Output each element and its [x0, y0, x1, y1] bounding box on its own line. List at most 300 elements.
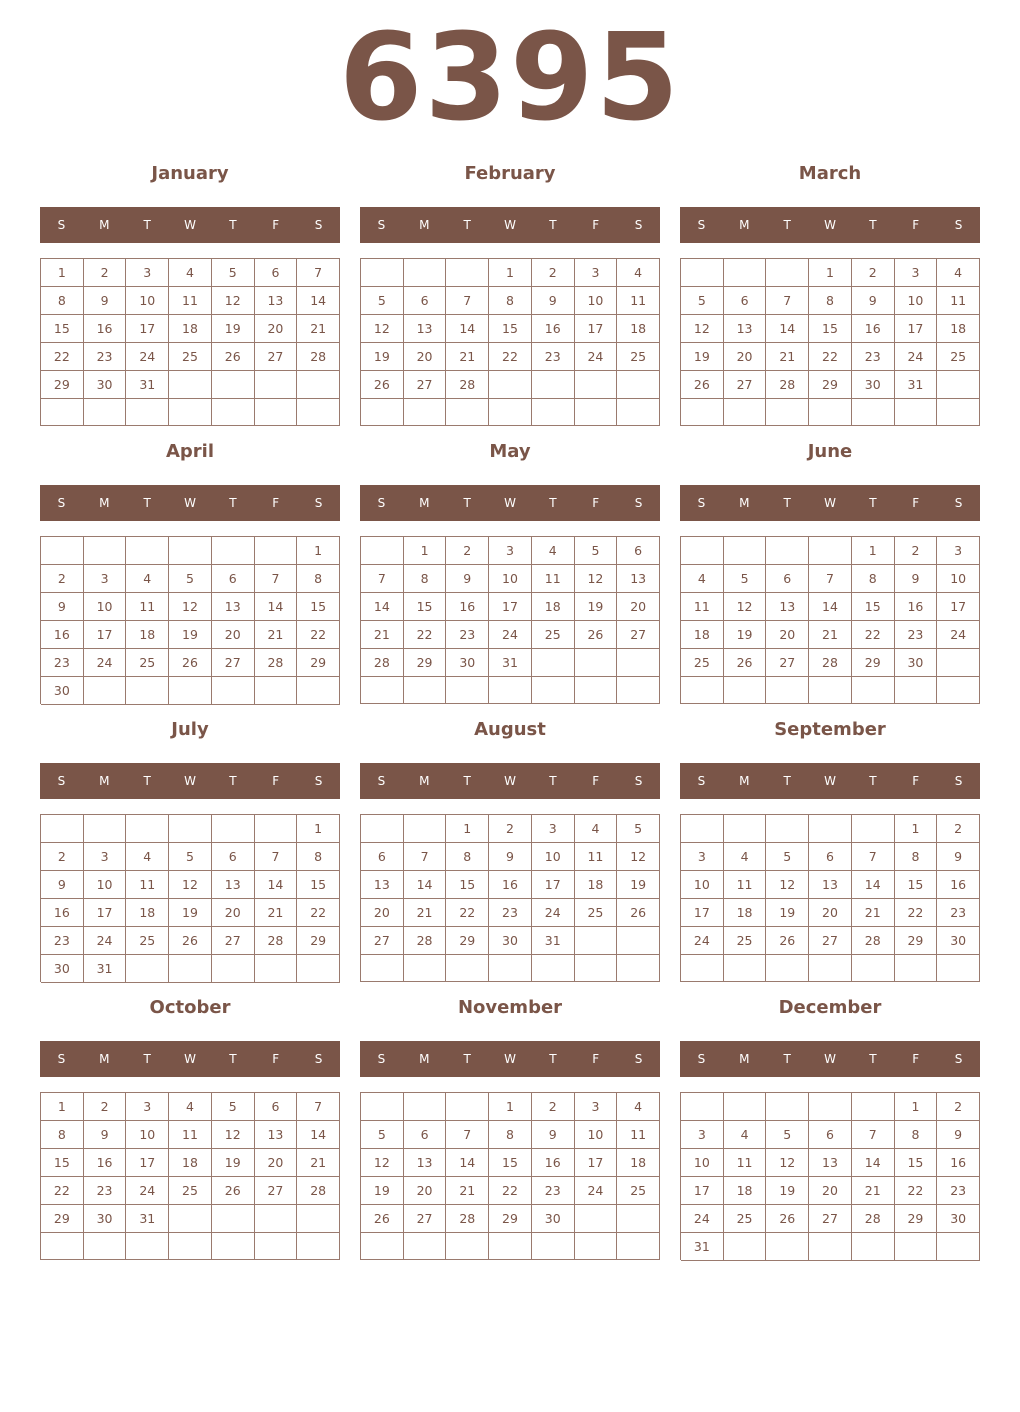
- empty-day-cell: [617, 649, 660, 677]
- day-cell: 27: [255, 1177, 298, 1205]
- empty-day-cell: [852, 955, 895, 982]
- day-cell: 23: [937, 899, 980, 927]
- day-cell: 28: [852, 1205, 895, 1233]
- day-cell: 2: [937, 1093, 980, 1121]
- empty-day-cell: [126, 1233, 169, 1260]
- day-cell: 22: [809, 343, 852, 371]
- weekday-header: [40, 763, 340, 799]
- weekday-header: [680, 763, 980, 799]
- day-cell: 10: [489, 565, 532, 593]
- day-cell: 27: [809, 1205, 852, 1233]
- weekday-label: T: [549, 496, 557, 510]
- day-cell: 2: [532, 259, 575, 287]
- day-cell: 31: [126, 371, 169, 399]
- weekday-label: S: [57, 218, 66, 232]
- empty-day-cell: [489, 1233, 532, 1260]
- day-cell: 12: [681, 315, 724, 343]
- day-cell: 3: [126, 1093, 169, 1121]
- day-cell: 29: [297, 927, 340, 955]
- day-cell: 25: [617, 343, 660, 371]
- weekday-label: F: [592, 218, 600, 232]
- weekday-header: [40, 485, 340, 521]
- day-cell: 14: [404, 871, 447, 899]
- day-cell: 5: [681, 287, 724, 315]
- empty-day-cell: [681, 1093, 724, 1121]
- day-cell: 28: [297, 343, 340, 371]
- day-cell: 25: [126, 927, 169, 955]
- day-cell: 6: [809, 843, 852, 871]
- day-cell: 30: [489, 927, 532, 955]
- weekday-header: [360, 1041, 660, 1077]
- weekday-label: F: [272, 496, 280, 510]
- day-cell: 16: [84, 1149, 127, 1177]
- empty-day-cell: [809, 1093, 852, 1121]
- day-cell: 4: [126, 565, 169, 593]
- empty-day-cell: [84, 815, 127, 843]
- day-cell: 11: [681, 593, 724, 621]
- day-cell: 24: [84, 649, 127, 677]
- weekday-label: T: [783, 496, 791, 510]
- weekday-label: T: [549, 218, 557, 232]
- day-cell: 31: [532, 927, 575, 955]
- day-cell: 2: [446, 537, 489, 565]
- day-cell: 28: [446, 371, 489, 399]
- day-cell: 14: [297, 1121, 340, 1149]
- empty-day-cell: [575, 649, 618, 677]
- day-cell: 29: [41, 1205, 84, 1233]
- day-grid: [360, 258, 660, 426]
- weekday-label: S: [377, 496, 386, 510]
- weekday-label: M: [419, 774, 430, 788]
- empty-day-cell: [809, 955, 852, 982]
- day-cell: 13: [724, 315, 767, 343]
- empty-day-cell: [255, 677, 298, 705]
- day-cell: 17: [895, 315, 938, 343]
- day-cell: 2: [852, 259, 895, 287]
- weekday-label: T: [463, 218, 471, 232]
- weekday-label: T: [463, 496, 471, 510]
- weekday-label: T: [783, 774, 791, 788]
- day-cell: 9: [532, 1121, 575, 1149]
- weekday-label: S: [697, 496, 706, 510]
- day-grid: [360, 814, 660, 982]
- day-cell: 4: [937, 259, 980, 287]
- day-cell: 24: [895, 343, 938, 371]
- empty-day-cell: [297, 399, 340, 426]
- empty-day-cell: [895, 677, 938, 704]
- day-cell: 25: [681, 649, 724, 677]
- day-cell: 15: [489, 315, 532, 343]
- day-cell: 16: [937, 1149, 980, 1177]
- weekday-label: T: [869, 218, 877, 232]
- empty-day-cell: [404, 1093, 447, 1121]
- weekday-label: M: [99, 1052, 110, 1066]
- weekday-label: T: [783, 218, 791, 232]
- weekday-label: F: [592, 1052, 600, 1066]
- day-cell: 25: [724, 927, 767, 955]
- day-cell: 11: [617, 1121, 660, 1149]
- day-cell: 14: [809, 593, 852, 621]
- day-cell: 13: [255, 287, 298, 315]
- empty-day-cell: [126, 537, 169, 565]
- day-cell: 24: [84, 927, 127, 955]
- weekday-label: M: [739, 496, 750, 510]
- empty-day-cell: [766, 955, 809, 982]
- day-grid: [680, 814, 980, 982]
- day-cell: 4: [169, 259, 212, 287]
- day-cell: 19: [766, 1177, 809, 1205]
- day-cell: 14: [446, 1149, 489, 1177]
- day-cell: 15: [41, 315, 84, 343]
- day-cell: 16: [489, 871, 532, 899]
- day-cell: 21: [255, 899, 298, 927]
- weekday-label: F: [592, 496, 600, 510]
- day-cell: 5: [169, 565, 212, 593]
- day-cell: 27: [404, 1205, 447, 1233]
- day-cell: 10: [681, 1149, 724, 1177]
- day-cell: 24: [126, 1177, 169, 1205]
- empty-day-cell: [617, 677, 660, 704]
- day-cell: 12: [617, 843, 660, 871]
- month-name: August: [474, 719, 546, 740]
- weekday-label: S: [314, 774, 323, 788]
- month-name: April: [165, 441, 215, 462]
- day-cell: 8: [489, 1121, 532, 1149]
- day-cell: 22: [41, 1177, 84, 1205]
- day-cell: 13: [255, 1121, 298, 1149]
- weekday-header: [360, 763, 660, 799]
- day-cell: 23: [41, 649, 84, 677]
- day-cell: 2: [489, 815, 532, 843]
- weekday-label: F: [912, 1052, 920, 1066]
- day-cell: 7: [446, 287, 489, 315]
- day-cell: 29: [852, 649, 895, 677]
- empty-day-cell: [446, 677, 489, 704]
- empty-day-cell: [489, 399, 532, 426]
- weekday-label: T: [229, 496, 237, 510]
- day-cell: 16: [895, 593, 938, 621]
- day-cell: 17: [489, 593, 532, 621]
- weekday-label: S: [634, 1052, 643, 1066]
- day-cell: 3: [575, 1093, 618, 1121]
- day-cell: 23: [532, 343, 575, 371]
- weekday-label: W: [504, 774, 516, 788]
- day-cell: 17: [126, 315, 169, 343]
- empty-day-cell: [41, 399, 84, 426]
- empty-day-cell: [212, 815, 255, 843]
- day-cell: 9: [532, 287, 575, 315]
- empty-day-cell: [724, 259, 767, 287]
- weekday-label: S: [314, 1052, 323, 1066]
- weekday-label: T: [463, 1052, 471, 1066]
- day-cell: 17: [681, 1177, 724, 1205]
- day-cell: 22: [489, 343, 532, 371]
- day-cell: 13: [809, 871, 852, 899]
- day-cell: 14: [255, 593, 298, 621]
- day-cell: 22: [297, 621, 340, 649]
- weekday-label: T: [229, 774, 237, 788]
- empty-day-cell: [809, 1233, 852, 1261]
- empty-day-cell: [532, 399, 575, 426]
- day-cell: 23: [84, 343, 127, 371]
- day-cell: 16: [852, 315, 895, 343]
- day-cell: 4: [126, 843, 169, 871]
- day-cell: 6: [255, 259, 298, 287]
- empty-day-cell: [126, 955, 169, 983]
- day-cell: 19: [766, 899, 809, 927]
- empty-day-cell: [617, 955, 660, 982]
- day-cell: 28: [255, 649, 298, 677]
- day-cell: 24: [937, 621, 980, 649]
- empty-day-cell: [489, 677, 532, 704]
- day-cell: 20: [404, 1177, 447, 1205]
- day-cell: 5: [766, 843, 809, 871]
- day-cell: 4: [532, 537, 575, 565]
- day-cell: 26: [169, 649, 212, 677]
- month-august: [360, 718, 660, 982]
- empty-day-cell: [446, 955, 489, 982]
- day-cell: 9: [937, 1121, 980, 1149]
- day-cell: 21: [446, 1177, 489, 1205]
- day-cell: 3: [532, 815, 575, 843]
- empty-day-cell: [297, 955, 340, 983]
- day-cell: 7: [255, 565, 298, 593]
- day-cell: 2: [84, 259, 127, 287]
- day-cell: 7: [404, 843, 447, 871]
- day-cell: 8: [404, 565, 447, 593]
- day-cell: 17: [126, 1149, 169, 1177]
- empty-day-cell: [212, 371, 255, 399]
- weekday-label: S: [634, 774, 643, 788]
- weekday-label: M: [419, 496, 430, 510]
- day-grid: [360, 536, 660, 704]
- weekday-header: [680, 1041, 980, 1077]
- empty-day-cell: [255, 1205, 298, 1233]
- day-cell: 21: [852, 1177, 895, 1205]
- empty-day-cell: [681, 259, 724, 287]
- empty-day-cell: [361, 1093, 404, 1121]
- weekday-label: W: [184, 218, 196, 232]
- day-cell: 26: [361, 371, 404, 399]
- day-cell: 19: [361, 1177, 404, 1205]
- empty-day-cell: [532, 677, 575, 704]
- weekday-header: [680, 207, 980, 243]
- empty-day-cell: [852, 399, 895, 426]
- month-september: [680, 718, 980, 982]
- day-cell: 22: [404, 621, 447, 649]
- day-cell: 12: [212, 287, 255, 315]
- month-name: December: [778, 997, 882, 1018]
- day-cell: 2: [937, 815, 980, 843]
- empty-day-cell: [361, 677, 404, 704]
- month-name: January: [151, 163, 229, 184]
- day-cell: 1: [895, 815, 938, 843]
- day-grid: [40, 814, 340, 982]
- empty-day-cell: [766, 537, 809, 565]
- day-cell: 23: [84, 1177, 127, 1205]
- day-cell: 8: [41, 1121, 84, 1149]
- empty-day-cell: [41, 815, 84, 843]
- empty-day-cell: [937, 1233, 980, 1261]
- weekday-label: S: [954, 774, 963, 788]
- day-cell: 4: [681, 565, 724, 593]
- empty-day-cell: [297, 1205, 340, 1233]
- day-grid: [40, 1092, 340, 1260]
- month-name: June: [807, 441, 853, 462]
- empty-day-cell: [617, 371, 660, 399]
- weekday-label: W: [504, 218, 516, 232]
- empty-day-cell: [361, 815, 404, 843]
- day-cell: 4: [575, 815, 618, 843]
- day-cell: 29: [404, 649, 447, 677]
- weekday-label: T: [229, 218, 237, 232]
- day-cell: 26: [617, 899, 660, 927]
- weekday-label: W: [504, 1052, 516, 1066]
- empty-day-cell: [766, 1233, 809, 1261]
- day-cell: 2: [532, 1093, 575, 1121]
- day-cell: 15: [404, 593, 447, 621]
- empty-day-cell: [84, 399, 127, 426]
- day-cell: 15: [809, 315, 852, 343]
- weekday-label: F: [912, 774, 920, 788]
- day-cell: 3: [84, 843, 127, 871]
- empty-day-cell: [766, 677, 809, 704]
- day-cell: 22: [489, 1177, 532, 1205]
- day-cell: 28: [766, 371, 809, 399]
- empty-day-cell: [617, 927, 660, 955]
- weekday-label: M: [419, 1052, 430, 1066]
- empty-day-cell: [255, 815, 298, 843]
- empty-day-cell: [852, 1093, 895, 1121]
- day-cell: 14: [852, 871, 895, 899]
- day-cell: 5: [575, 537, 618, 565]
- weekday-label: S: [314, 218, 323, 232]
- empty-day-cell: [895, 399, 938, 426]
- weekday-label: S: [697, 1052, 706, 1066]
- day-cell: 17: [681, 899, 724, 927]
- day-cell: 22: [895, 899, 938, 927]
- day-cell: 30: [41, 677, 84, 705]
- weekday-label: W: [184, 1052, 196, 1066]
- day-cell: 24: [575, 1177, 618, 1205]
- day-grid: [40, 258, 340, 426]
- month-june: [680, 440, 980, 704]
- empty-day-cell: [404, 955, 447, 982]
- day-cell: 17: [532, 871, 575, 899]
- day-cell: 18: [724, 899, 767, 927]
- empty-day-cell: [446, 1233, 489, 1260]
- day-cell: 30: [937, 927, 980, 955]
- day-cell: 23: [852, 343, 895, 371]
- day-cell: 4: [617, 1093, 660, 1121]
- day-cell: 7: [297, 1093, 340, 1121]
- day-cell: 18: [126, 621, 169, 649]
- day-cell: 16: [532, 315, 575, 343]
- empty-day-cell: [255, 1233, 298, 1260]
- weekday-label: W: [824, 1052, 836, 1066]
- day-cell: 20: [404, 343, 447, 371]
- day-cell: 18: [169, 315, 212, 343]
- weekday-header: [40, 1041, 340, 1077]
- day-cell: 10: [575, 287, 618, 315]
- empty-day-cell: [809, 815, 852, 843]
- day-grid: [360, 1092, 660, 1260]
- day-grid: [40, 536, 340, 704]
- weekday-label: F: [912, 218, 920, 232]
- empty-day-cell: [212, 677, 255, 705]
- empty-day-cell: [766, 1093, 809, 1121]
- month-name: July: [171, 719, 209, 740]
- day-cell: 21: [766, 343, 809, 371]
- empty-day-cell: [255, 537, 298, 565]
- day-cell: 5: [766, 1121, 809, 1149]
- day-cell: 19: [361, 343, 404, 371]
- day-cell: 11: [724, 871, 767, 899]
- month-name: October: [149, 997, 231, 1018]
- day-cell: 3: [575, 259, 618, 287]
- weekday-label: S: [697, 774, 706, 788]
- weekday-label: W: [184, 496, 196, 510]
- empty-day-cell: [169, 815, 212, 843]
- empty-day-cell: [446, 259, 489, 287]
- month-october: [40, 996, 340, 1260]
- day-cell: 28: [297, 1177, 340, 1205]
- day-cell: 15: [297, 871, 340, 899]
- day-cell: 22: [895, 1177, 938, 1205]
- weekday-label: M: [739, 218, 750, 232]
- day-cell: 9: [895, 565, 938, 593]
- weekday-label: M: [99, 218, 110, 232]
- day-cell: 30: [41, 955, 84, 983]
- day-cell: 23: [446, 621, 489, 649]
- day-cell: 29: [895, 927, 938, 955]
- day-cell: 14: [446, 315, 489, 343]
- day-cell: 13: [617, 565, 660, 593]
- day-cell: 13: [809, 1149, 852, 1177]
- month-april: [40, 440, 340, 704]
- day-cell: 11: [169, 1121, 212, 1149]
- day-cell: 24: [532, 899, 575, 927]
- month-name: March: [798, 163, 862, 184]
- day-cell: 29: [297, 649, 340, 677]
- day-cell: 15: [895, 871, 938, 899]
- day-cell: 28: [404, 927, 447, 955]
- empty-day-cell: [681, 955, 724, 982]
- day-cell: 8: [41, 287, 84, 315]
- day-cell: 6: [404, 287, 447, 315]
- day-cell: 7: [852, 843, 895, 871]
- empty-day-cell: [575, 399, 618, 426]
- weekday-label: S: [954, 218, 963, 232]
- empty-day-cell: [937, 677, 980, 704]
- day-cell: 25: [532, 621, 575, 649]
- empty-day-cell: [126, 677, 169, 705]
- day-cell: 12: [766, 871, 809, 899]
- day-cell: 19: [681, 343, 724, 371]
- empty-day-cell: [895, 955, 938, 982]
- day-cell: 7: [852, 1121, 895, 1149]
- day-cell: 8: [809, 287, 852, 315]
- empty-day-cell: [937, 649, 980, 677]
- empty-day-cell: [532, 955, 575, 982]
- day-cell: 8: [446, 843, 489, 871]
- day-cell: 20: [212, 621, 255, 649]
- empty-day-cell: [84, 537, 127, 565]
- day-cell: 18: [617, 1149, 660, 1177]
- day-cell: 23: [895, 621, 938, 649]
- day-cell: 10: [126, 287, 169, 315]
- empty-day-cell: [724, 815, 767, 843]
